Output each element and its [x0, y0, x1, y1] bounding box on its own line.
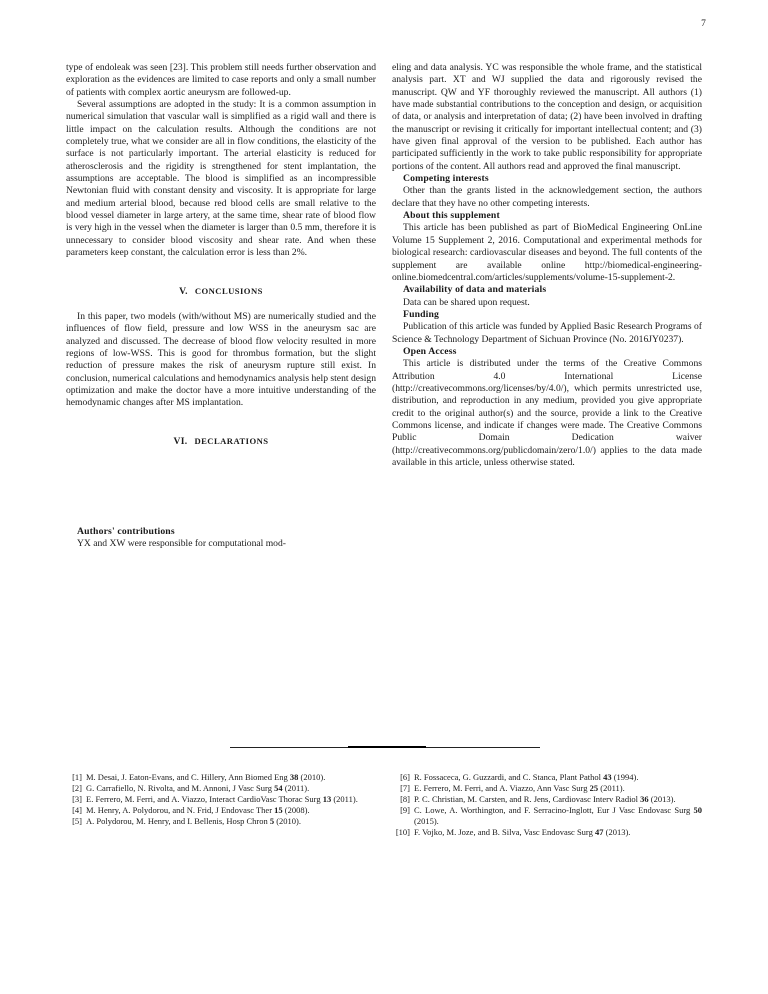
spacer-before-declarations [66, 410, 376, 435]
reference-volume: 36 [640, 794, 649, 805]
reference-number: [6] [400, 772, 410, 782]
reference-volume: 54 [274, 783, 283, 794]
paragraph-conclusions: In this paper, two models (with/without MS) are numerically studied and the influences of flow field, pressure and low WSS in the aneurysm sac are analyzed and discussed. The decrease of blood flow velocity resulted in more regions of low-WSS. This is good for thrombus formation, but the slight reduction of pressure makes the risk of aneurysm rupture still exist. In conclusion, numerical calculations and hemodynamics analysis help stent design optimization and make the doctor have a more intuitive understanding of the hemodynamic changes after MS implantation. [66, 310, 376, 409]
paragraph-authors-contributions: YX and XW were responsible for computational mod- [77, 538, 286, 550]
reference-year: (2013). [648, 794, 676, 805]
reference-text [414, 805, 702, 827]
section-heading-declarations [66, 435, 376, 448]
reference-volume: 13 [322, 794, 332, 805]
separator-rule-thick [348, 746, 426, 748]
references-section [66, 772, 702, 839]
section-number-conclusions: V. [179, 285, 188, 297]
reference-number: [7] [400, 783, 410, 794]
left-column [66, 62, 376, 551]
reference-year: (2011). [282, 783, 310, 794]
paragraph-endoleak: type of endoleak was seen [23]. This problem still needs further observation and exploration as the evidences are limited to case reports and only a small number of patients with complex aortic aneurysm are followed-up. [66, 62, 376, 98]
subheading-authors-contributions: Authors' contributions [77, 525, 175, 537]
reference-year: (2011). [331, 794, 358, 805]
reference-text [414, 772, 702, 783]
reference-citation: R. Fossaceca, G. Guzzardi, and C. Stanca, Plant Pathol [414, 772, 604, 782]
reference-item [392, 805, 702, 827]
reference-item [66, 783, 376, 794]
reference-citation: M. Desai, J. Eaton-Evans, and C. Hillery, Ann Biomed Eng [86, 772, 290, 782]
subheading-open-access: Open Access [403, 345, 457, 357]
paragraph-about-this-supplement: This article has been published as part of BioMedical Engineering OnLine Volume 15 Supplement 2, 2016. Computational and experimental methods for biological research: cardiovascular diseases and beyond. The full contents of the supplement are available online http://biomedical-engineering-online.biomedcentral.com/articles/supplements/volume-15-supplement-2. [392, 222, 702, 283]
reference-volume: 50 [693, 805, 702, 816]
reference-volume: 5 [269, 816, 275, 827]
paragraph-open-access: This article is distributed under the terms of the Creative Commons Attribution 4.0 International License (http://creativecommons.org/licenses/by/4.0/), which permits unrestricted use, distribution, and reproduction in any medium, provided you give appropriate credit to the original author(s) and the source, provide a link to the Creative Commons license, and indicate if changes were made. The Creative Commons Public Domain Dedication waiver (http://creativecommons.org/publicdomain/zero/1.0/) applies to the data made available in this article, unless otherwise stated. [392, 358, 702, 468]
subheading-competing-interests: Competing interests [403, 173, 489, 185]
reference-volume: 25 [589, 783, 599, 794]
reference-text [414, 827, 702, 838]
reference-text [414, 783, 702, 794]
reference-year: (2010). [298, 772, 326, 782]
reference-year: (1994). [611, 772, 639, 782]
reference-citation: M. Henry, A. Polydorou, and N. Frid, J Endovasc Ther [86, 805, 275, 816]
right-column [392, 62, 702, 469]
reference-year: (2010). [274, 816, 302, 827]
reference-year: (2008). [282, 805, 310, 816]
subheading-availability-of-data: Availability of data and materials [403, 284, 547, 296]
reference-volume: 43 [603, 772, 612, 782]
reference-year: (2015). [414, 816, 439, 827]
section-number-declarations: VI. [173, 435, 188, 447]
reference-text [86, 772, 376, 783]
reference-text [86, 783, 376, 794]
body-columns [66, 62, 702, 551]
section-title-conclusions: CONCLUSIONS [194, 285, 263, 296]
reference-citation: C. Lowe, A. Worthington, and F. Serracino-Inglott, Eur J Vasc Endovasc Surg [414, 805, 694, 816]
reference-citation: F. Vojko, M. Joze, and B. Silva, Vasc Endovasc Surg [414, 827, 595, 838]
paragraph-availability-of-data: Data can be shared upon request. [403, 296, 530, 308]
reference-number: [1] [72, 772, 82, 782]
reference-number: [2] [72, 783, 82, 794]
reference-item [66, 772, 376, 783]
reference-year: (2013). [603, 827, 631, 838]
paragraph-contributions-continued: eling and data analysis. YC was responsible the whole frame, and the statistical analysis part. XT and WJ supplied the data and rigorously revised the manuscript. QW and YF thoroughly reviewed the manuscript. All authors (1) have made substantial contributions to the conception and design, or acquisition of data, or analysis and interpretation of data; (2) have been involved in drafting the manuscript or revising it critically for important intellectual content; and (3) have given final approval of the version to be published. Each author has participated sufficiently in the work to take public responsibility for appropriate portions of the content. All authors read and approved the final manuscript. [392, 62, 702, 172]
reference-separator-rule [0, 745, 768, 749]
paragraph-funding: Publication of this article was funded by Applied Basic Research Programs of Science & Technology Department of Sichuan Province (No. 2016JY0237). [392, 321, 702, 345]
reference-volume: 38 [289, 772, 299, 782]
paragraph-competing-interests: Other than the grants listed in the acknowledgement section, the authors declare that they have no other competing interests. [392, 185, 702, 209]
reference-item [392, 794, 702, 805]
spacer-before-conclusions [66, 260, 376, 285]
reference-item [392, 772, 702, 783]
reference-citation: E. Ferrero, M. Ferri, and A. Viazzo, Ann Vasc Surg [414, 783, 590, 794]
reference-citation: E. Ferrero, M. Ferri, and A. Viazzo, Interact CardioVasc Thorac Surg [86, 794, 323, 805]
spacer-after-conclusions [66, 298, 376, 311]
reference-volume: 47 [594, 827, 604, 838]
reference-volume: 15 [274, 805, 283, 816]
reference-citation: A. Polydorou, M. Henry, and I. Bellenis, Hosp Chron [86, 816, 270, 827]
section-title-declarations: DECLARATIONS [194, 435, 269, 446]
subheading-funding: Funding [403, 308, 440, 320]
reference-item [66, 805, 376, 816]
reference-item [392, 783, 702, 794]
page-number: 7 [701, 19, 706, 29]
reference-item [392, 827, 702, 838]
reference-number: [5] [72, 816, 82, 827]
references-right-column [392, 772, 702, 839]
reference-number: [9] [400, 805, 410, 816]
reference-number: [4] [72, 805, 82, 816]
reference-citation: G. Carrafiello, N. Rivolta, and M. Annoni, J Vasc Surg [86, 783, 275, 794]
reference-text [86, 794, 376, 805]
reference-text [414, 794, 702, 805]
references-left-column [66, 772, 376, 827]
reference-text [86, 805, 376, 816]
reference-text [86, 816, 376, 827]
spacer-before-authors-contributions [66, 448, 376, 526]
reference-number: [3] [72, 794, 82, 805]
reference-number: [10] [395, 827, 410, 838]
subheading-about-this-supplement: About this supplement [403, 210, 500, 222]
reference-citation: P. C. Christian, M. Carsten, and R. Jens, Cardiovasc Interv Radiol [414, 794, 641, 805]
reference-year: (2011). [598, 783, 625, 794]
reference-item [66, 816, 376, 827]
reference-number: [8] [400, 794, 410, 805]
section-heading-conclusions [66, 285, 376, 298]
paragraph-assumptions: Several assumptions are adopted in the study: It is a common assumption in numerical simulation that vascular wall is simplified as a rigid wall and there is little impact on the calculation results. Although the conditions are not completely true, what we consider are all in flow conditions, the elasticity of the surface is not particularly important. The arterial elasticity is reduced for atherosclerosis and the rigidity is strengthened for stent implantation, the assumptions are acceptable. The blood is simplified as an incompressible Newtonian fluid with constant density and viscosity. It is appropriate for large and medium arterial blood, because red blood cells are small relative to the blood vessel diameter in large artery, at the same time, shear rate of blood flow is very high in the vessel when the diameter is larger than 0.5 mm, therefore it is unnecessary to consider blood viscosity and shear rate. And when these parameters keep constant, the calculation error is less than 2%. [66, 99, 376, 259]
reference-item [66, 794, 376, 805]
